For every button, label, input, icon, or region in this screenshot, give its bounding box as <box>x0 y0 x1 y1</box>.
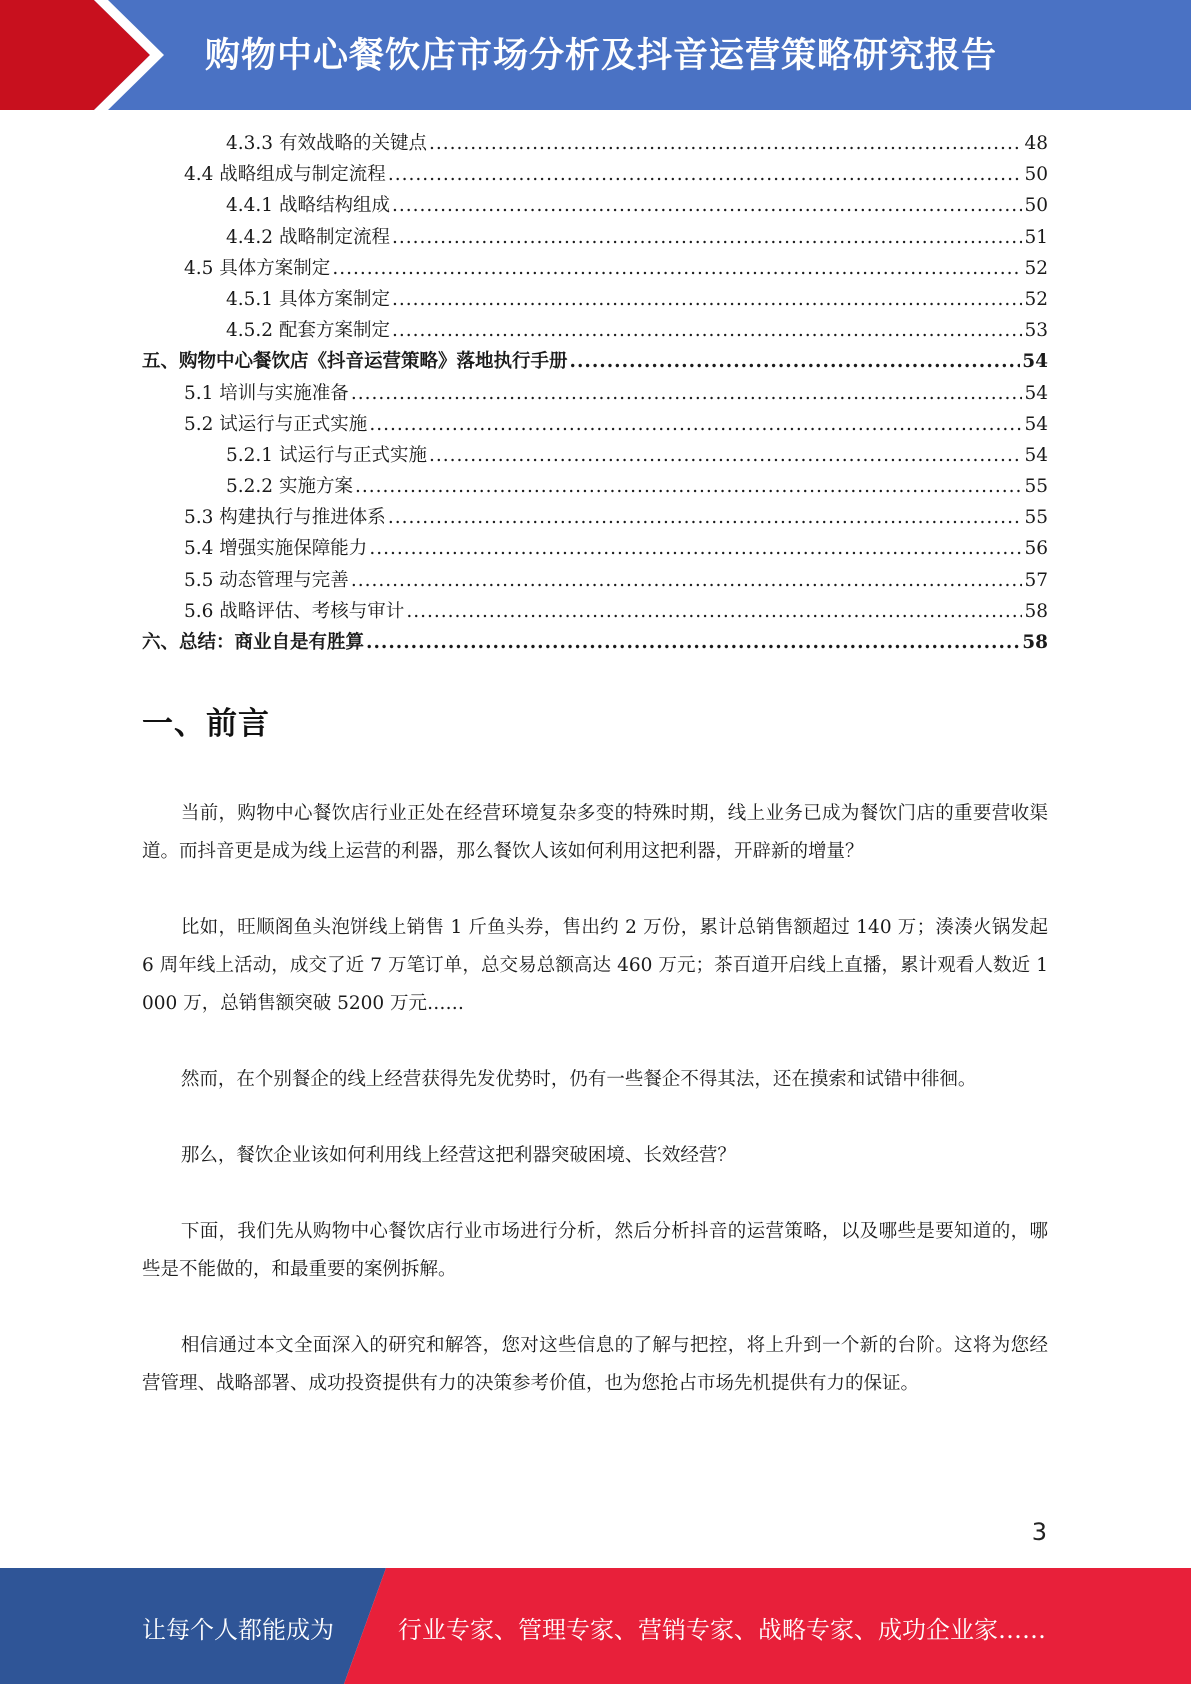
toc-entry-label: 4.4.1 战略结构组成 <box>226 195 390 217</box>
toc-entry-page: 51 <box>1024 226 1048 248</box>
toc-entry[interactable] <box>142 627 1048 658</box>
toc-entry[interactable] <box>142 346 1048 377</box>
body-paragraph: 那么，餐饮企业该如何利用线上经营这把利器突破困境、长效经营？ <box>180 1145 736 1166</box>
toc-leader-dots <box>369 533 1022 564</box>
toc-entry-label: 5.6 战略评估、考核与审计 <box>184 600 405 622</box>
toc-entry-page: 53 <box>1024 320 1048 342</box>
header-title: 购物中心餐饮店市场分析及抖音运营策略研究报告 <box>205 36 998 76</box>
toc-entry[interactable] <box>142 565 1048 596</box>
toc-entry[interactable] <box>142 378 1048 409</box>
toc-leader-dots <box>429 440 1022 471</box>
toc-leader-dots <box>351 565 1023 596</box>
toc-entry[interactable] <box>142 315 1048 346</box>
footer-slogan-left: 让每个人都能成为 <box>142 1616 334 1644</box>
toc-entry[interactable] <box>142 253 1048 284</box>
toc-entry-label: 5.2.2 实施方案 <box>226 476 353 498</box>
footer-slogan-right: 行业专家、管理专家、营销专家、战略专家、成功企业家…… <box>398 1616 1046 1644</box>
page-header <box>0 0 1191 110</box>
toc-entry[interactable] <box>142 159 1048 190</box>
toc-leader-dots <box>429 128 1022 159</box>
toc-entry-page: 54 <box>1024 382 1048 404</box>
toc-entry-label: 4.5.2 配套方案制定 <box>226 320 390 342</box>
toc-entry-page: 56 <box>1024 538 1048 560</box>
toc-leader-dots <box>355 471 1023 502</box>
body-paragraph: 当前，购物中心餐饮店行业正处在经营环境复杂多变的特殊时期，线上业务已成为餐饮门店的重要营收渠道。而抖音更是成为线上运营的利器，那么餐饮人该如何利用这把利器，开辟新的增量？ <box>142 803 1048 862</box>
toc-entry[interactable] <box>142 596 1048 627</box>
body-paragraph: 比如，旺顺阁鱼头泡饼线上销售 1 斤鱼头券，售出约 2 万份，累计总销售额超过 140 万；湊湊火锅发起 6 周年线上活动，成交了近 7 万笔订单，总交易总额高达 460 万元；茶百道开启线上直播，累计观看人数近 1000 万，总销售额突破 5200 万元…… <box>142 917 1048 1014</box>
toc-entry-page: 52 <box>1024 257 1048 279</box>
toc-entry-page: 48 <box>1024 133 1048 154</box>
toc-leader-dots <box>392 315 1022 346</box>
body-paragraph: 相信通过本文全面深入的研究和解答，您对这些信息的了解与把控，将上升到一个新的台阶。这将为您经营管理、战略部署、成功投资提供有力的决策参考价值，也为您抢占市场先机提供有力的保证。 <box>142 1335 1048 1394</box>
toc-entry-page: 54 <box>1024 413 1048 435</box>
toc-entry[interactable] <box>142 128 1048 159</box>
toc-entry-page: 52 <box>1024 288 1048 310</box>
toc-entry[interactable] <box>142 409 1048 440</box>
toc-leader-dots <box>369 409 1022 440</box>
toc-leader-dots <box>332 253 1022 284</box>
body-paragraph: 然而，在个别餐企的线上经营获得先发优势时，仍有一些餐企不得其法，还在摸索和试错中徘徊。 <box>180 1069 977 1090</box>
toc-entry[interactable] <box>142 440 1048 471</box>
toc-entry-label: 5.3 构建执行与推进体系 <box>184 507 386 529</box>
toc-entry-label: 4.4.2 战略制定流程 <box>226 226 390 248</box>
toc-leader-dots <box>392 222 1022 253</box>
toc-entry-label: 4.5 具体方案制定 <box>184 257 331 279</box>
toc-entry-label: 5.2.1 试运行与正式实施 <box>226 444 427 466</box>
toc-leader-dots <box>388 502 1023 533</box>
body-paragraph: 下面，我们先从购物中心餐饮店行业市场进行分析，然后分析抖音的运营策略，以及哪些是要知道的，哪些是不能做的，和最重要的案例拆解。 <box>142 1221 1048 1280</box>
toc-leader-dots <box>351 378 1023 409</box>
toc-entry-label: 五、购物中心餐饮店《抖音运营策略》落地执行手册 <box>142 351 568 373</box>
toc-leader-dots <box>366 627 1020 658</box>
page-footer <box>0 1568 1191 1684</box>
toc-entry-label: 4.4 战略组成与制定流程 <box>184 164 386 186</box>
toc-leader-dots <box>388 159 1023 190</box>
page-number: 3 <box>1031 1518 1047 1546</box>
toc-entry-page: 54 <box>1024 444 1048 466</box>
section-body <box>142 795 1048 1441</box>
toc-entry-label: 六、总结：商业自是有胜算 <box>142 632 365 653</box>
toc-entry[interactable] <box>142 533 1048 564</box>
toc-entry-label: 4.5.1 具体方案制定 <box>226 288 390 310</box>
toc-entry-page: 50 <box>1024 195 1048 217</box>
toc-entry-label: 5.1 培训与实施准备 <box>184 382 349 404</box>
toc-entry[interactable] <box>142 190 1048 221</box>
toc-entry-page: 55 <box>1024 507 1048 529</box>
toc-entry-label: 5.5 动态管理与完善 <box>184 569 349 591</box>
toc-entry[interactable] <box>142 222 1048 253</box>
toc-entry-page: 57 <box>1024 569 1048 591</box>
table-of-contents <box>142 128 1048 658</box>
toc-entry[interactable] <box>142 502 1048 533</box>
toc-leader-dots <box>392 190 1022 221</box>
toc-entry-label: 4.3.3 有效战略的关键点 <box>226 133 427 154</box>
toc-entry-page: 50 <box>1024 164 1048 186</box>
toc-entry[interactable] <box>142 471 1048 502</box>
toc-leader-dots <box>406 596 1022 627</box>
section-title: 一、前言 <box>142 706 270 742</box>
toc-entry[interactable] <box>142 284 1048 315</box>
toc-entry-page: 54 <box>1022 351 1048 373</box>
toc-entry-label: 5.2 试运行与正式实施 <box>184 413 368 435</box>
toc-leader-dots <box>392 284 1022 315</box>
toc-leader-dots <box>570 346 1021 377</box>
toc-entry-page: 58 <box>1022 632 1048 653</box>
toc-entry-page: 58 <box>1024 600 1048 622</box>
toc-entry-label: 5.4 增强实施保障能力 <box>184 538 368 560</box>
toc-entry-page: 55 <box>1024 476 1048 498</box>
